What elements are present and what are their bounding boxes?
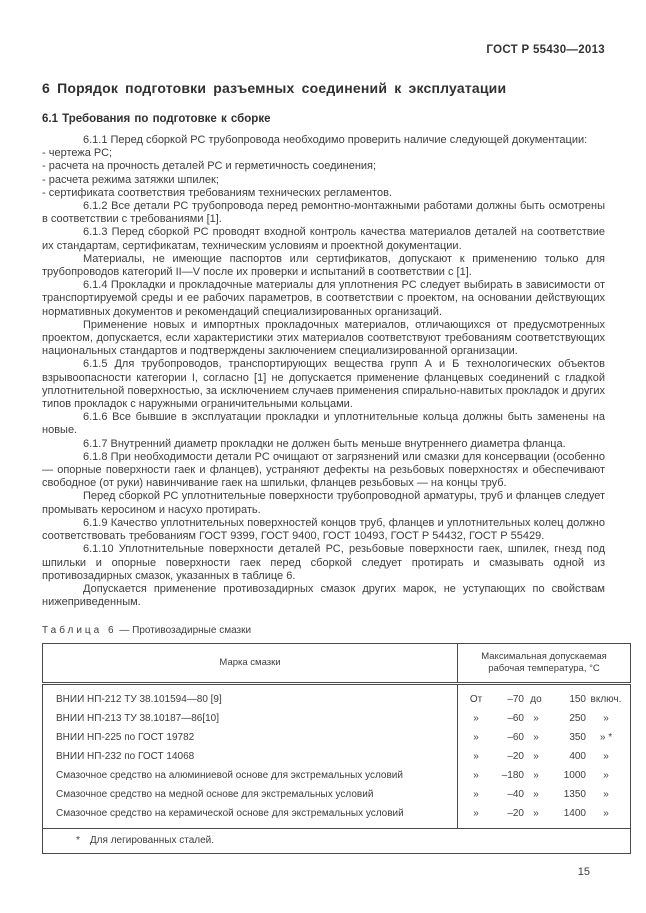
paragraph-6-1-3: 6.1.3 Перед сборкой РС проводят входной контроль качества материалов деталей на соответствие их стандартам, сертификатам, техническим условиям и проектной документации. [42,226,605,252]
temperature-cell [458,709,631,728]
paragraph-6-1-6: 6.1.6 Все бывшие в эксплуатации прокладки и уплотнительные кольца должны быть заменены на новые. [42,411,605,437]
greases-table-header [43,644,631,684]
paragraph-application: Применение новых и импортных прокладочных материалов, отличающихся от предусмотренных проектом, допускается, если характеристики этих материалов соответствуют требованиям соответствующих национальных стандартов и подтверждены заключением специализированной организации. [42,318,605,358]
paragraph-6-1-8: 6.1.8 При необходимости детали РС очищают от загрязнений или смазки для консервации (особенно — опорные поверхности гаек и фланцев), устраняют дефекты на резьбовых поверхностях и обеспечивают свободное (от руки) навинчивание гаек на шпильки, фланцев резьбовых — на концы труб. [42,450,605,490]
temperature-cell [458,785,631,804]
paragraph-6-1-2: 6.1.2 Все детали РС трубопровода перед ремонтно-монтажными работами должны быть осмотрены в соответствии с требованиями [1]. [42,200,605,226]
table-caption [42,625,605,636]
paragraph-6-1-7: 6.1.7 Внутренний диаметр прокладки не должен быть меньше внутреннего диаметра фланца. [83,437,566,450]
column-header-max-temperature: Максимальная допускаемая рабочая температура, °С [458,644,631,684]
table-footnote [43,829,631,854]
temperature-cell [458,728,631,747]
paragraph-materials: Материалы, не имеющие паспортов или сертификатов, допускают к применению только для трубопроводов категорий II—V после их проверки и испытаний в соответствии с [1]. [42,252,605,279]
paragraph-allowed-greases: Допускается применение противозадирных смазок других марок, не уступающих по свойствам нижеприведенным. [42,582,605,609]
paragraph-6-1-9: 6.1.9 Качество уплотнительных поверхностей концов труб, фланцев и уплотнительных колец должно соответствовать требованиям ГОСТ 9399, ГОСТ 9400, ГОСТ 10493, ГОСТ Р 54432, ГОСТ Р 55429. [42,516,605,543]
page-number: 15 [577,866,590,879]
table-caption-title: Противозадирные смазки [132,625,252,637]
table-row [43,728,631,747]
header-row [43,644,631,684]
paragraph-6-1-10: 6.1.10 Уплотнительные поверхности деталей РС, резьбовые поверхности гаек, шпилек, гнезд под шпильки и опорные поверхности гаек перед сборкой следует протирать и смазывать одной из противозадирных смазок, указанных в таблице 6. [42,543,605,582]
list-item-tightening: - расчета режима затяжки шпилек; [42,173,219,186]
grease-mark-cell: Смазочное средство на медной основе для экстремальных условий [43,785,458,804]
greases-table [42,643,631,854]
document-header [42,44,605,56]
paragraph-6-1-5: 6.1.5 Для трубопроводов, транспортирующих вещества групп А и Б технологических объектов взрывоопасности категории I, согласно [1] не допускается применение фланцевых соединений с гладкой уплотнительной поверхностью, за исключением случаев применения спирально-навитых прокладок и других типов прокладок с наружными ограничительными кольцами. [42,358,605,411]
table-row [43,785,631,804]
list-item-certificate: - сертификата соответствия требованиям технических регламентов. [42,186,392,199]
table-row [43,766,631,785]
footnote-marker: * [76,835,80,847]
temperature-range: » –40 » 1350 » [473,789,609,801]
table-row [43,684,631,710]
table-caption-dash: — [119,625,130,637]
grease-mark-cell: ВНИИ НП-213 ТУ 38.10187—86[10] [43,709,458,728]
temperature-cell [458,684,631,710]
grease-mark-cell: Смазочное средство на алюминиевой основе для экстремальных условий [43,766,458,785]
grease-mark-cell: Смазочное средство на керамической основе для экстремальных условий [43,804,458,829]
table-row [43,747,631,766]
table-row [43,804,631,829]
table-row [43,709,631,728]
section-title: 6 Порядок подготовки разъемных соединений к эксплуатации [42,80,507,96]
body-text [42,134,605,609]
list-item-drawing: - чертежа РС; [42,147,113,160]
greases-table-footer [43,829,631,854]
temperature-range: » –20 » 400 » [473,751,609,763]
temperature-cell [458,747,631,766]
temperature-range: » –20 » 1400 » [473,808,609,820]
column-header-grease-mark: Марка смазки [43,644,458,684]
table-caption-label: Таблица 6 [42,625,117,637]
temperature-cell [458,766,631,785]
footnote-row [43,829,631,854]
paragraph-6-1-4: 6.1.4 Прокладки и прокладочные материалы для уплотнения РС следует выбирать в зависимости от транспортируемой среды и ее рабочих параметров, в соответствии с проектом, на основании действующих нормативных документов и рекомендаций специализированных организаций. [42,279,605,318]
grease-mark-cell: ВНИИ НП-232 по ГОСТ 14068 [43,747,458,766]
paragraph-before-assembly: Перед сборкой РС уплотнительные поверхности трубопроводной арматуры, труб и фланцев следует промывать керосином и насухо протирать. [42,490,605,516]
standard-number: ГОСТ Р 55430—2013 [486,44,605,56]
temperature-cell [458,804,631,829]
subsection-title: 6.1 Требования по подготовке к сборке [42,113,271,125]
paragraph-6-1-1: 6.1.1 Перед сборкой РС трубопровода необходимо проверить наличие следующей документации: [83,134,588,146]
list-item-strength: - расчета на прочность деталей РС и герметичность соединения; [42,160,377,173]
temperature-range: » –60 » 350 » * [473,732,613,744]
temperature-range: » –180 » 1000 » [473,770,609,782]
grease-mark-cell: ВНИИ НП-225 по ГОСТ 19782 [43,728,458,747]
footnote-text: Для легированных сталей. [89,835,215,847]
grease-mark-cell: ВНИИ НП-212 ТУ 38.101594—80 [9] [43,684,458,710]
temperature-range: » –60 » 250 » [473,713,609,725]
temperature-range: От –70 до 150 включ. [469,694,622,706]
greases-table-body [43,684,631,829]
